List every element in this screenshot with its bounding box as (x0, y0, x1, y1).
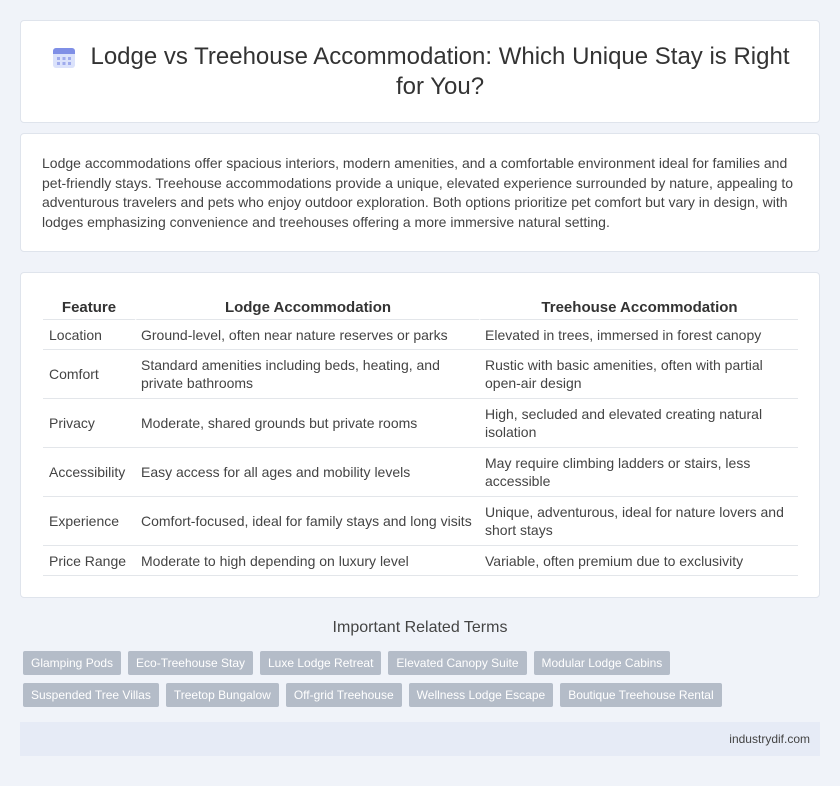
footer-site: industrydif.com (729, 732, 810, 746)
lodge-cell: Comfort-focused, ideal for family stays and long visits (135, 497, 479, 546)
lodge-cell: Ground-level, often near nature reserves or parks (135, 320, 479, 350)
related-terms-title: Important Related Terms (332, 619, 508, 636)
related-tag[interactable]: Suspended Tree Villas (23, 683, 159, 707)
table-row (43, 350, 798, 399)
intro-paragraph: Lodge accommodations offer spacious interiors, modern amenities, and a comfortable environment ideal for families and pet-friendly stays. Treehouse accommodations provide a unique, elevated experience surrounded by nature, appealing to adventurous travelers and pets who enjoy outdoor exploration. Both options prioritize pet comfort but vary in design, with lodges emphasizing convenience and treehouses offering a more immersive natural setting. (42, 155, 794, 230)
feature-cell: Accessibility (43, 448, 135, 497)
treehouse-cell: High, secluded and elevated creating natural isolation (479, 399, 798, 448)
related-tag[interactable]: Glamping Pods (23, 651, 121, 675)
related-tag[interactable]: Elevated Canopy Suite (388, 651, 526, 675)
related-tag[interactable]: Off-grid Treehouse (286, 683, 402, 707)
related-tag[interactable]: Luxe Lodge Retreat (260, 651, 381, 675)
treehouse-cell: Rustic with basic amenities, often with partial open-air design (479, 350, 798, 399)
related-tag[interactable]: Modular Lodge Cabins (534, 651, 671, 675)
treehouse-cell: May require climbing ladders or stairs, less accessible (479, 448, 798, 497)
treehouse-cell: Elevated in trees, immersed in forest canopy (479, 320, 798, 350)
treehouse-cell: Unique, adventurous, ideal for nature lovers and short stays (479, 497, 798, 546)
lodge-cell: Standard amenities including beds, heating, and private bathrooms (135, 350, 479, 399)
related-tag[interactable]: Treetop Bungalow (166, 683, 279, 707)
comparison-card (20, 272, 820, 598)
header-lodge: Lodge Accommodation (135, 295, 479, 320)
table-header-row (43, 295, 798, 320)
table-row (43, 399, 798, 448)
header-treehouse: Treehouse Accommodation (479, 295, 798, 320)
treehouse-cell: Variable, often premium due to exclusivity (479, 546, 798, 576)
feature-cell: Location (43, 320, 135, 350)
table-row (43, 448, 798, 497)
footer-bar (20, 722, 820, 756)
lodge-cell: Moderate, shared grounds but private rooms (135, 399, 479, 448)
lodge-cell: Easy access for all ages and mobility levels (135, 448, 479, 497)
header-feature: Feature (43, 295, 135, 320)
related-tag[interactable]: Eco-Treehouse Stay (128, 651, 253, 675)
related-tag[interactable]: Boutique Treehouse Rental (560, 683, 721, 707)
page-title: Lodge vs Treehouse Accommodation: Which Unique Stay is Right for You? (90, 43, 790, 100)
intro-card (20, 133, 820, 252)
related-tag[interactable]: Wellness Lodge Escape (409, 683, 554, 707)
feature-cell: Comfort (43, 350, 135, 399)
feature-cell: Experience (43, 497, 135, 546)
feature-cell: Privacy (43, 399, 135, 448)
related-terms-list (23, 651, 813, 707)
comparison-table (43, 295, 798, 576)
table-row (43, 320, 798, 350)
table-row (43, 497, 798, 546)
calendar-icon (52, 45, 76, 69)
table-row (43, 546, 798, 576)
feature-cell: Price Range (43, 546, 135, 576)
lodge-cell: Moderate to high depending on luxury level (135, 546, 479, 576)
